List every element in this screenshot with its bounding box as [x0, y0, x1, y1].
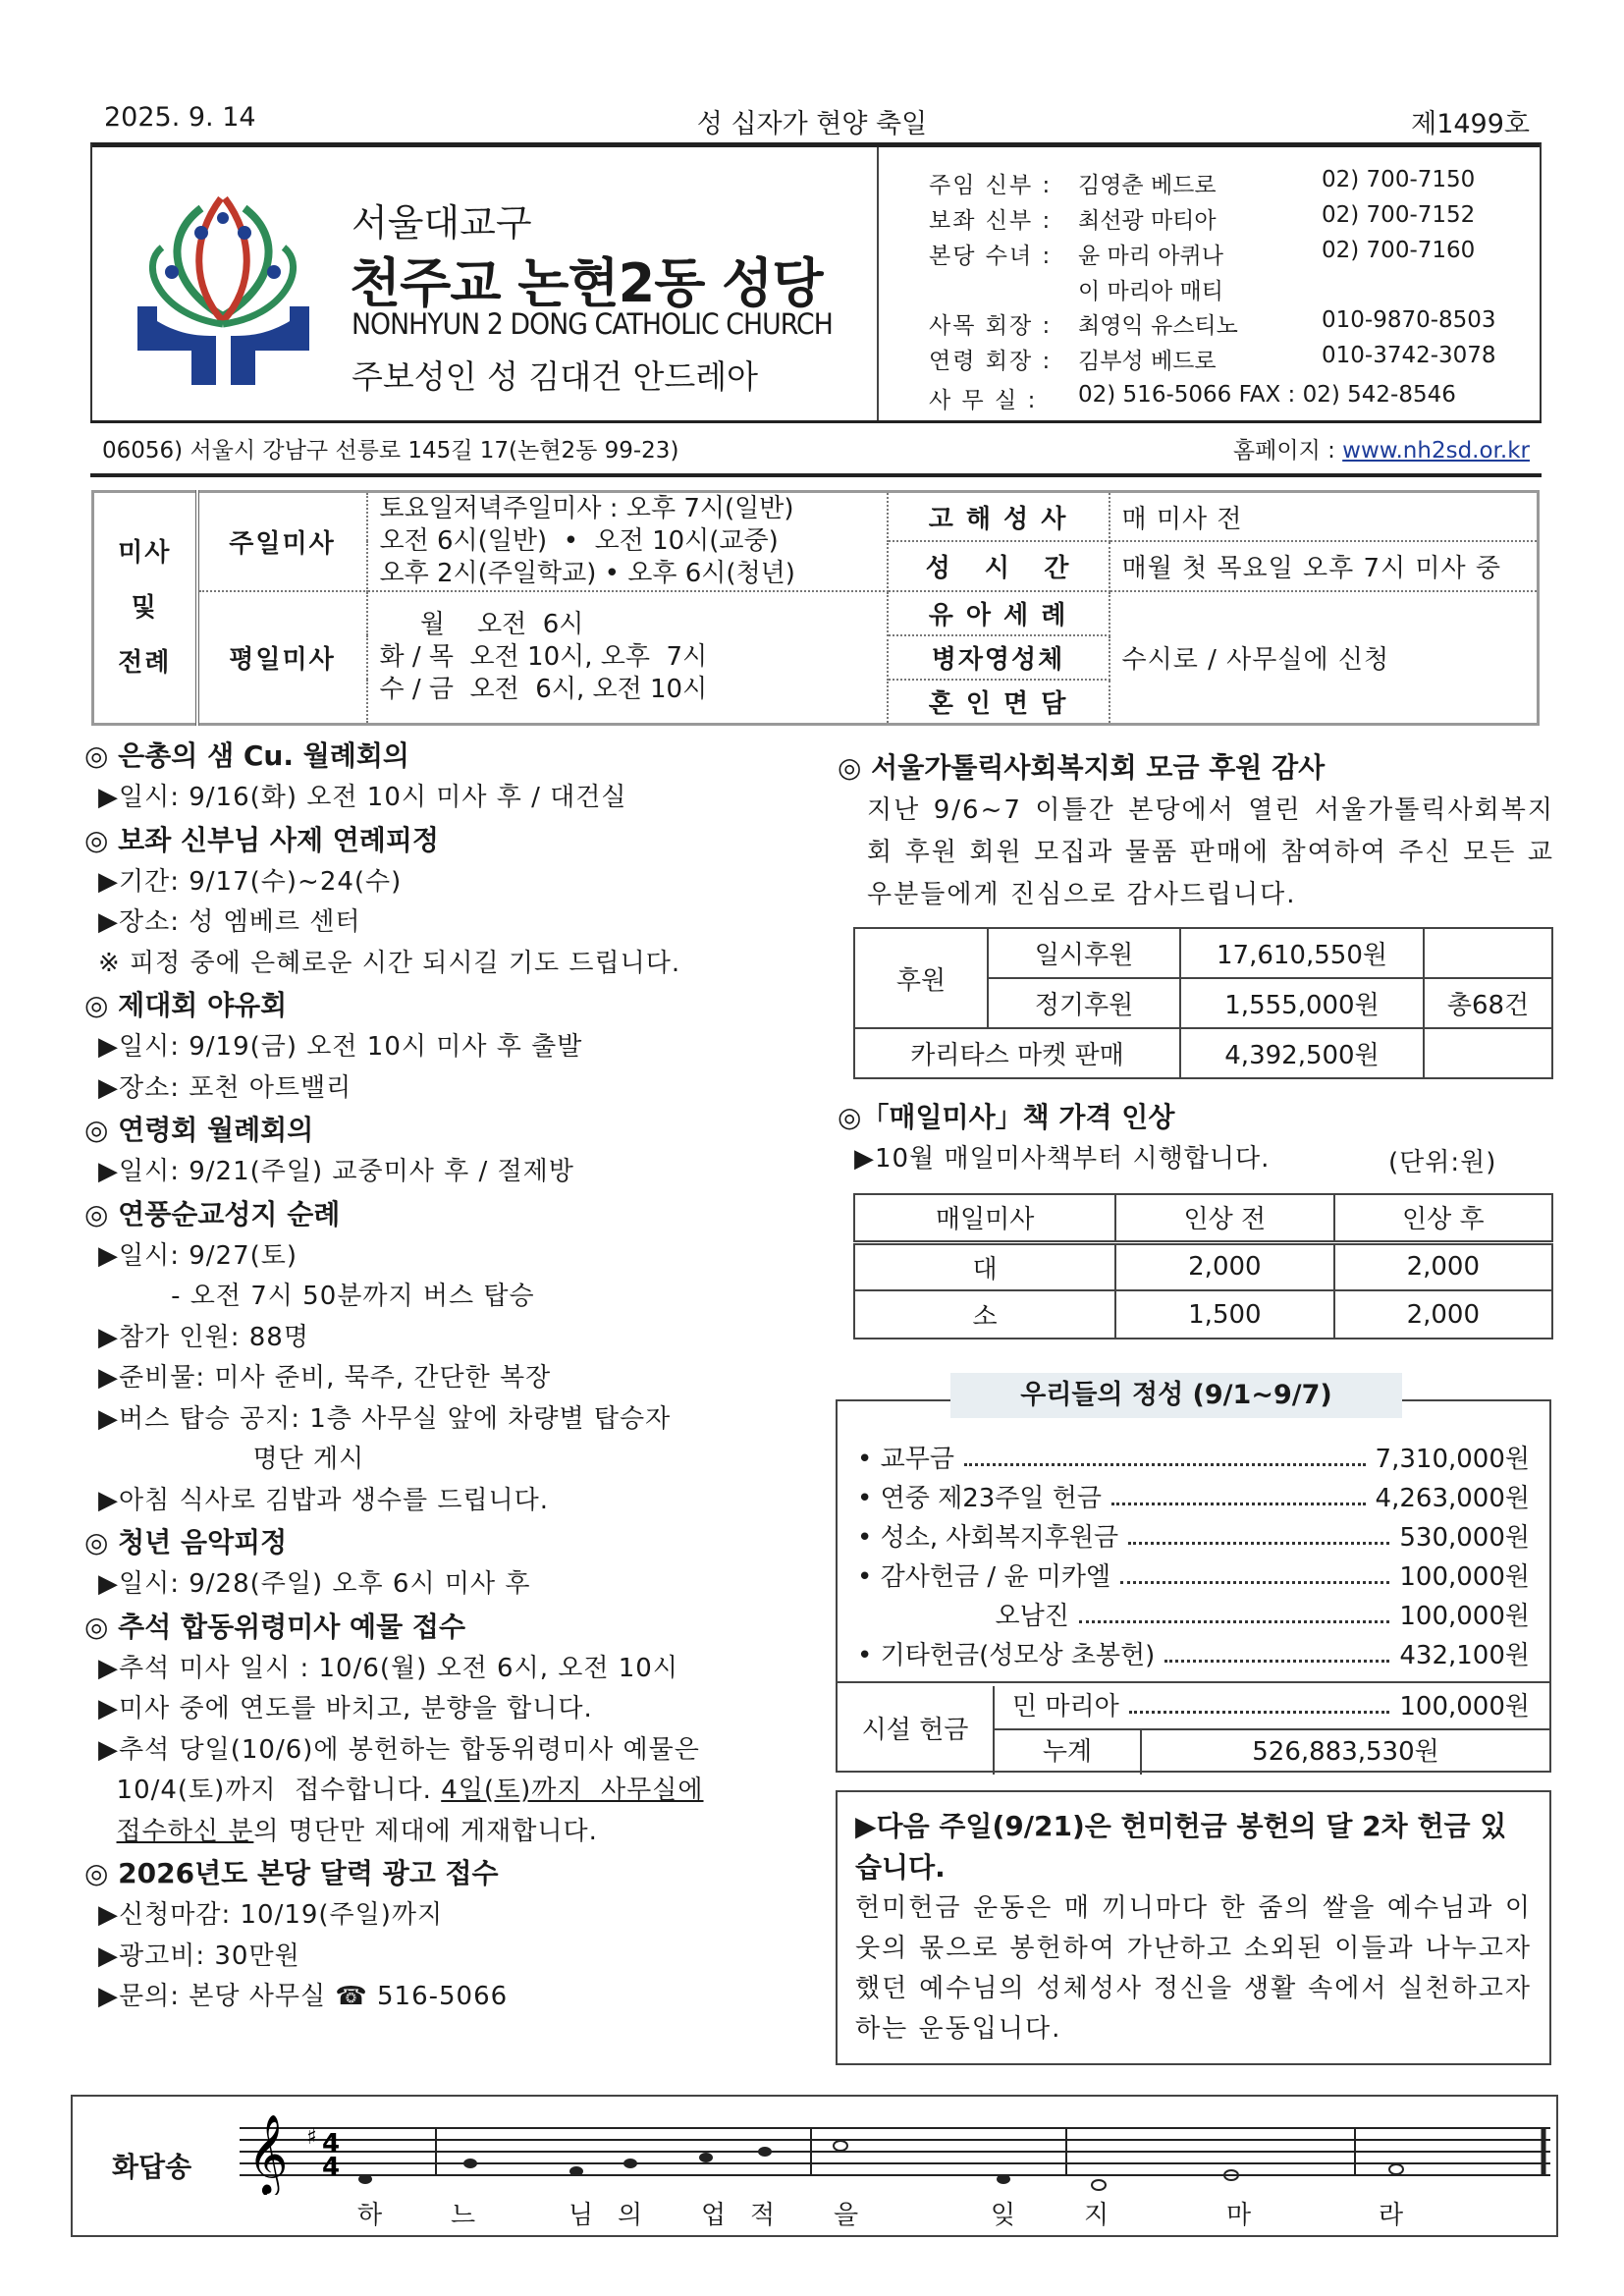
offering-label: 오남진 [857, 1602, 1069, 1631]
church-logo [133, 189, 314, 385]
cell: 대 [854, 1242, 1115, 1290]
line-segment: ▶추석 미사 일시 : 10/6(월) 오전 6시, 오전 10시 [98, 1653, 678, 1683]
offering-label: • 연중 제23주일 헌금 [857, 1484, 1103, 1513]
header-cell: 매일미사 [854, 1194, 1115, 1242]
offering-label: • 성소, 사회복지후원금 [857, 1523, 1119, 1553]
lyric-syllable: 적 [750, 2201, 776, 2230]
group-cell: 후원 [854, 928, 988, 1028]
sunday-mass-times [367, 492, 888, 592]
lyric-syllable: 잊 [991, 2201, 1016, 2230]
cumulative-amount: 526,883,530원 [1252, 1737, 1439, 1767]
section-heading: ◎ 2026년도 본당 달력 광고 접수 [84, 1857, 499, 1889]
sacrament-label: 유 아 세 례 [888, 591, 1110, 635]
line-segment: ▶장소: 포천 아트밸리 [98, 1072, 352, 1103]
line-segment [98, 1817, 117, 1846]
notice-line [84, 1236, 831, 1278]
line-segment: ▶장소: 성 엠베르 센터 [98, 907, 361, 937]
divider [90, 420, 1542, 423]
lyric-syllable: 지 [1084, 2201, 1110, 2230]
sacrament-label: 성 시 간 [888, 541, 1110, 591]
notice-line [84, 778, 831, 819]
label-cell: 정기후원 [988, 978, 1180, 1028]
line-segment: ▶일시: 9/21(주일) 교중미사 후 / 절제방 [98, 1157, 574, 1186]
lyric-syllable: 을 [834, 2201, 859, 2230]
contact-role: 사 무 실 : [929, 388, 1038, 413]
contact-role: 주임 신부 : [929, 173, 1053, 198]
time-line: 오후 2시(주일학교) • 오후 6시(청년) [379, 559, 795, 588]
line-segment: ▶일시: 9/16(화) 오전 10시 미사 후 / 대건실 [98, 783, 627, 812]
church-english-name: NONHYUN 2 DONG CATHOLIC CHURCH [352, 307, 833, 341]
contact-name: 최선광 마티아 [1078, 208, 1217, 234]
mass-schedule-table [91, 490, 1540, 726]
notice-line [84, 1318, 831, 1359]
homepage-label: 홈페이지 : [1232, 438, 1343, 464]
section-heading: ◎ 청년 음악피정 [84, 1526, 288, 1558]
section-heading: ◎ 연령회 월례회의 [84, 1114, 314, 1146]
contact-name: 이 마리아 매티 [1078, 279, 1223, 304]
lyric-syllable: 업 [701, 2201, 727, 2230]
leader-dots [1164, 1637, 1389, 1663]
lyric-syllable: 님 [568, 2201, 594, 2230]
section-heading: ◎ 보좌 신부님 사제 연례피정 [84, 823, 439, 856]
notice-line [84, 1771, 831, 1812]
notice-line [84, 1937, 831, 1978]
amount-cell: 17,610,550원 [1180, 928, 1424, 978]
section-heading: ◎ 제대회 야유회 [84, 989, 288, 1021]
notice-line [84, 1068, 831, 1110]
line-segment: 명단 게시 [98, 1445, 365, 1474]
sacrament-label: 혼 인 면 담 [888, 680, 1110, 724]
notice-section [84, 1521, 831, 1606]
line-segment: ▶준비물: 미사 준비, 묵주, 간단한 복장 [98, 1363, 552, 1393]
line-segment: - 오전 7시 50분까지 버스 탑승 [98, 1282, 535, 1311]
contact-name: 김영춘 베드로 [1078, 173, 1217, 198]
offering-box [836, 1399, 1551, 1773]
leader-dots [964, 1441, 1366, 1466]
offering-amount: 7,310,000원 [1375, 1445, 1530, 1474]
mass-group-label: 미사 및 전례 [93, 492, 197, 725]
header-cell: 인상 전 [1115, 1194, 1333, 1242]
contact-role: 보좌 신부 : [929, 208, 1053, 234]
contact-phone: 02) 700-7152 [1322, 202, 1476, 228]
svg-text:♯: ♯ [306, 2125, 317, 2150]
section-heading: ◎ 은총의 샘 Cu. 월례회의 [84, 739, 409, 772]
line-segment: ▶일시: 9/19(금) 오전 10시 미사 후 출발 [98, 1032, 583, 1062]
lyric-syllable: 의 [618, 2201, 643, 2230]
cell: 2,000 [1115, 1242, 1333, 1290]
cell: 2,000 [1334, 1290, 1552, 1339]
offering-item [857, 1637, 1530, 1674]
psalm-label: 화답송 [112, 2151, 192, 2183]
leader-dots [1111, 1480, 1366, 1505]
notices-left-column [84, 735, 831, 2018]
contact-phone: 010-3742-3078 [1322, 343, 1496, 368]
sacrament-label: 고 해 성 사 [888, 492, 1110, 542]
amount-cell: 4,392,500원 [1180, 1028, 1424, 1078]
music-staff [240, 2097, 1555, 2195]
time-line: 토요일저녁주일미사 : 오후 7시(일반) [379, 494, 794, 523]
notice-line [84, 902, 831, 944]
line-segment: ▶참가 인원: 88명 [98, 1322, 309, 1352]
cell: 1,500 [1115, 1290, 1333, 1339]
issue-date: 2025. 9. 14 [104, 102, 256, 133]
diocese: 서울대교구 [352, 201, 532, 245]
lyric-syllable: 라 [1379, 2201, 1404, 2230]
offering-amount: 100,000원 [1399, 1562, 1530, 1592]
lyric-syllable: 하 [357, 2201, 383, 2230]
notice-section [84, 735, 831, 819]
lyric-syllable: 느 [451, 2201, 476, 2230]
line-segment: ▶아침 식사로 김밥과 생수를 드립니다. [98, 1485, 550, 1515]
offering-amount: 432,100원 [1399, 1641, 1530, 1670]
line-segment: ▶추석 당일(10/6)에 봉헌하는 합동위령미사 예물은 [98, 1734, 700, 1765]
leader-dots [1128, 1519, 1389, 1545]
leader-dots [1079, 1598, 1390, 1623]
daily-missal-price-table [853, 1193, 1553, 1339]
notice-section [84, 1193, 831, 1522]
notice-line [84, 1027, 831, 1068]
offering-item [857, 1441, 1530, 1478]
patron-saint: 주보성인 성 김대건 안드레아 [352, 357, 759, 396]
daily-missal-heading: ◎「매일미사」책 가격 인상 [838, 1101, 1175, 1133]
notice-line [84, 1399, 831, 1441]
weekday-mass-label: 평일미사 [197, 591, 367, 724]
offering-label: • 교무금 [857, 1445, 954, 1474]
line-segment: 의 명단만 제대에 게재합니다. [253, 1816, 598, 1846]
time-line: 수 / 금 오전 6시, 오전 10시 [379, 674, 708, 704]
offering-title: 우리들의 정성 (9/1~9/7) [950, 1373, 1402, 1418]
welfare-heading: ◎ 서울가톨릭사회복지회 모금 후원 감사 [838, 751, 1326, 784]
cell: 소 [854, 1290, 1115, 1339]
notice-line [84, 1152, 831, 1193]
responsorial-psalm [71, 2095, 1558, 2237]
section-heading: ◎ 추석 합동위령미사 예물 접수 [84, 1610, 466, 1643]
contact-role: 연령 회장 : [929, 349, 1053, 374]
notice-line [84, 1812, 831, 1853]
notices-right-column [838, 746, 1554, 916]
notice-section [84, 819, 831, 985]
offering-amount: 530,000원 [1399, 1523, 1530, 1553]
offering-label: • 감사헌금 / 윤 미카엘 [857, 1562, 1111, 1592]
time-line: 월 오전 6시 [379, 609, 584, 639]
time-line: 화 / 목 오전 10시, 오후 7시 [379, 641, 708, 672]
church-name: 천주교 논현2동 성당 [350, 252, 823, 314]
homepage-link[interactable]: www.nh2sd.or.kr [1342, 438, 1530, 464]
notice-line [84, 1895, 831, 1937]
cell: 2,000 [1334, 1242, 1552, 1290]
line-segment: ▶문의: 본당 사무실 ☎ 516-5066 [98, 1982, 509, 2011]
contact-phone: 010-9870-8503 [1322, 307, 1496, 333]
offering-item [857, 1480, 1530, 1517]
contact-phone: 02) 700-7150 [1322, 167, 1476, 192]
donor-amount: 100,000원 [1399, 1692, 1530, 1722]
church-address: 06056) 서울시 강남구 선릉로 145길 17(논현2동 99-23) [102, 438, 679, 464]
line-segment: ▶신청마감: 10/19(주일)까지 [98, 1900, 444, 1930]
unit-label: (단위:원) [1388, 1148, 1497, 1177]
notice-line [84, 1564, 831, 1606]
sacrament-label: 병자영성체 [888, 635, 1110, 680]
sacrament-info: 매 미사 전 [1110, 492, 1539, 542]
offering-item [857, 1519, 1530, 1557]
line-segment: ▶기간: 9/17(수)~24(수) [98, 866, 403, 897]
feast-title: 성 십자가 현양 축일 [696, 109, 928, 139]
contact-role: 사목 회장 : [929, 313, 1053, 339]
notice-section [84, 984, 831, 1109]
contact-name: 최영익 유스티노 [1078, 313, 1238, 339]
donor-name: 민 마리아 [1012, 1692, 1119, 1722]
contact-name: 윤 마리 아퀴나 [1078, 244, 1223, 269]
notice-line [84, 1977, 831, 2018]
header-cell: 인상 후 [1334, 1194, 1552, 1242]
sacrament-info: 매월 첫 목요일 오후 7시 미사 중 [1110, 541, 1539, 591]
contact-name: 김부성 베드로 [1078, 349, 1217, 374]
offering-amount: 4,263,000원 [1375, 1484, 1530, 1513]
next-sunday-notice [836, 1790, 1551, 2065]
amount-cell: 1,555,000원 [1180, 978, 1424, 1028]
facility-offering-label: 시설 헌금 [838, 1686, 995, 1775]
notice-line [84, 1730, 831, 1772]
homepage [1233, 432, 1530, 465]
notice-line [84, 1481, 831, 1522]
contact-name: 02) 516-5066 FAX : 02) 542-8546 [1078, 382, 1456, 408]
svg-text:𝄞: 𝄞 [247, 2113, 289, 2194]
leader-dots [1120, 1558, 1389, 1584]
offering-item [857, 1558, 1530, 1596]
label-cell: 카리타스 마켓 판매 [854, 1028, 1180, 1078]
contact-phone: 02) 700-7160 [1322, 238, 1476, 263]
notice-section [84, 1852, 831, 2018]
notice-line [84, 1689, 831, 1730]
lyric-syllable: 마 [1226, 2201, 1252, 2230]
sponsorship-table [853, 927, 1553, 1079]
line-segment: ▶일시: 9/27(토) [98, 1240, 298, 1271]
daily-missal-note: ▶10월 매일미사책부터 시행합니다. [854, 1144, 1271, 1174]
offering-label: • 기타헌금(성모상 초봉헌) [857, 1641, 1156, 1670]
notice-headline: ▶다음 주일(9/21)은 헌미헌금 봉헌의 달 2차 헌금 있습니다. [855, 1810, 1507, 1884]
line-segment: ※ 피정 중에 은혜로운 시간 되시길 기도 드립니다. [98, 948, 681, 978]
weekday-mass-times [367, 591, 888, 724]
line-segment: ▶버스 탑승 공지: 1층 사무실 앞에 차량별 탑승자 [98, 1403, 672, 1434]
sunday-mass-label: 주일미사 [197, 492, 367, 592]
contact-role: 본당 수녀 : [929, 244, 1053, 269]
line-segment: 4일(토)까지 사무실에 [441, 1776, 704, 1805]
offering-item [857, 1598, 1530, 1635]
notice-section [84, 1606, 831, 1853]
divider [90, 473, 1542, 477]
welfare-body: 지난 9/6~7 이틀간 본당에서 열린 서울가톨릭사회복지회 후원 회원 모집과 물품 판매에 참여하여 주신 모든 교우분들에게 진심으로 감사드립니다. [867, 795, 1554, 909]
total-count-cell: 총68건 [1424, 978, 1552, 1028]
notice-line [84, 862, 831, 903]
notice-line [84, 1277, 831, 1318]
line-segment: 10/4(토)까지 접수합니다. [98, 1776, 442, 1805]
section-heading: ◎ 연풍순교성지 순례 [84, 1197, 341, 1230]
line-segment: ▶광고비: 30만원 [98, 1941, 300, 1971]
notice-line [84, 1358, 831, 1399]
notice-line [84, 944, 831, 985]
line-segment: ▶미사 중에 연도를 바치고, 분향을 합니다. [98, 1694, 593, 1723]
issue-number: 제1499호 [1411, 109, 1530, 139]
svg-text:4: 4 [322, 2153, 341, 2182]
cumulative-label: 누계 [995, 1730, 1142, 1775]
time-line: 오전 6시(일반) • 오전 10시(교중) [379, 526, 779, 556]
notice-line [84, 1440, 831, 1481]
notice-body: 헌미헌금 운동은 매 끼니마다 한 줌의 쌀을 예수님과 이웃의 몫으로 봉헌하여 가난하고 소외된 이들과 나누고자 했던 예수님의 성체성사 정신을 생활 속에서 실천하고자 하는 운동입니다. [855, 1893, 1532, 2044]
line-segment: ▶일시: 9/28(주일) 오후 6시 미사 후 [98, 1569, 531, 1599]
line-segment: 접수하신 분 [116, 1816, 254, 1846]
notice-section [84, 1109, 831, 1193]
label-cell: 일시후원 [988, 928, 1180, 978]
sacrament-info: 수시로 / 사무실에 신청 [1121, 644, 1390, 675]
notice-line [84, 1649, 831, 1690]
offering-amount: 100,000원 [1399, 1602, 1530, 1631]
divider [877, 147, 879, 420]
svg-text:4: 4 [322, 2129, 341, 2159]
